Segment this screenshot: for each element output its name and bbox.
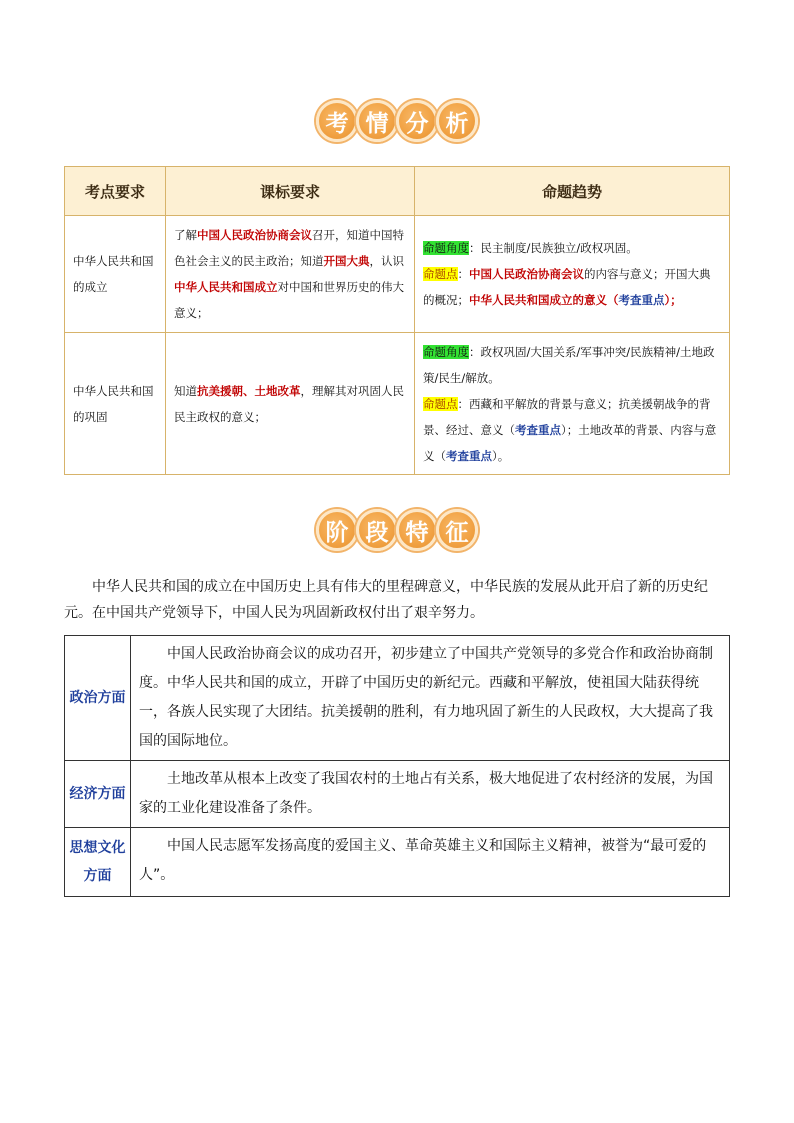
banner-char: 征 <box>436 509 478 551</box>
text: 知道 <box>174 383 197 398</box>
topic-cell: 中华人民共和国的巩固 <box>65 333 166 475</box>
table-row <box>65 636 730 761</box>
emphasis-text: 土地改革 <box>254 383 301 398</box>
emphasis-text: 中国人民政治协商会议 <box>469 267 584 281</box>
stage-features-table <box>64 635 730 897</box>
header-curriculum: 课标要求 <box>166 167 415 216</box>
banner-char: 段 <box>356 509 398 551</box>
table-row <box>65 333 730 475</box>
text: 、 <box>243 383 255 398</box>
aspect-text: 中国人民政治协商会议的成功召开，初步建立了中国共产党领导的多党合作和政治协商制度。中华人民共和国的成立，开辟了中国历史的新纪元。西藏和平解放，使祖国大陆获得统一，各族人民实现了大团结。抗美援朝的胜利，有力地巩固了新生的人民政权，大大提高了我国的国际地位。 <box>131 636 730 761</box>
text: ，认识 <box>369 254 404 268</box>
key-point-text: 考查重点 <box>515 422 561 437</box>
table-row <box>65 761 730 828</box>
table-header-row <box>65 167 730 216</box>
header-exam-points: 考点要求 <box>65 167 166 216</box>
text: ： <box>457 267 469 281</box>
emphasis-text: 中华人民共和国成立的意义 <box>469 293 607 307</box>
text: ）。 <box>492 448 510 463</box>
table-row <box>65 216 730 333</box>
standard-cell <box>166 216 415 333</box>
section-banner-features <box>0 509 794 551</box>
exam-analysis-table <box>64 166 730 475</box>
banner-char: 考 <box>316 100 358 142</box>
text: ）； <box>664 293 682 307</box>
topic-cell: 中华人民共和国的成立 <box>65 216 166 333</box>
standard-cell <box>166 333 415 475</box>
banner-char: 析 <box>436 100 478 142</box>
aspect-text: 土地改革从根本上改变了我国农村的土地占有关系，极大地促进了农村经济的发展，为国家的工业化建设准备了条件。 <box>131 761 730 828</box>
table-row <box>65 828 730 897</box>
trend-cell <box>415 216 730 333</box>
banner-char: 特 <box>396 509 438 551</box>
banner-char: 情 <box>356 100 398 142</box>
emphasis-text: 中华人民共和国成立 <box>174 280 278 294</box>
angle-label: 命题角度 <box>423 344 469 359</box>
intro-paragraph: 中华人民共和国的成立在中国历史上具有伟大的里程碑意义，中华民族的发展从此开启了新的历史纪元。在中国共产党领导下，中国人民为巩固新政权付出了艰辛努力。 <box>64 579 708 621</box>
section-banner-analysis <box>0 100 794 142</box>
text: ：西藏和平解放的背景与意义；抗美援朝战争的背景、经过、意义（ <box>423 396 711 437</box>
text: （ <box>607 293 619 307</box>
key-point-text: 考查重点 <box>618 293 665 307</box>
key-point-text: 考查重点 <box>446 448 492 463</box>
banner-char: 阶 <box>316 509 358 551</box>
text: 对中国和世界历史的伟大意义； <box>174 280 404 320</box>
text: 召开，知道中国特色社会主义的民主政治；知道 <box>174 228 404 268</box>
aspect-label: 政治方面 <box>65 636 131 761</box>
emphasis-text: 开国大典 <box>323 254 370 268</box>
aspect-text: 中国人民志愿军发扬高度的爱国主义、革命英雄主义和国际主义精神，被誉为“最可爱的人”。 <box>131 828 730 897</box>
text: ，理解其对巩固人民民主政权的意义； <box>174 383 404 424</box>
text: ：政权巩固/大国关系/军事冲突/民族精神/土地政策/民生/解放。 <box>423 344 715 385</box>
text: 了解 <box>174 228 197 242</box>
emphasis-text: 抗美援朝 <box>197 383 243 398</box>
banner-char: 分 <box>396 100 438 142</box>
trend-cell <box>415 333 730 475</box>
angle-label: 命题角度 <box>423 241 469 255</box>
aspect-label: 思想文化方面 <box>65 828 131 897</box>
header-trend: 命题趋势 <box>415 167 730 216</box>
text: 的内容与意义；开国大典的概况； <box>423 267 711 307</box>
aspect-label: 经济方面 <box>65 761 131 828</box>
text: ）；土地改革的背景、内容与意义（ <box>423 422 717 463</box>
point-label: 命题点 <box>423 267 458 281</box>
point-label: 命题点 <box>423 396 458 411</box>
text: ：民主制度/民族独立/政权巩固。 <box>469 241 638 255</box>
emphasis-text: 中国人民政治协商会议 <box>197 228 312 242</box>
